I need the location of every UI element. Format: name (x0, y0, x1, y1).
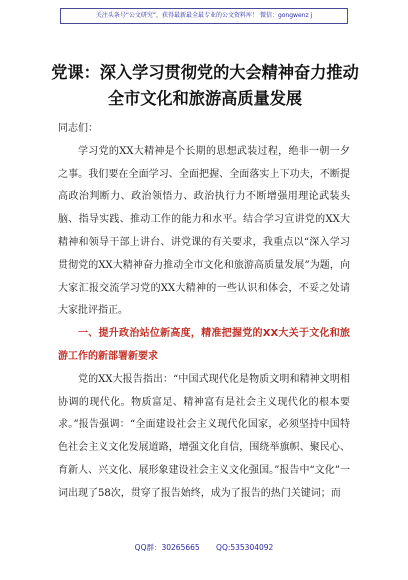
document-body (58, 118, 350, 506)
section-heading: 一、提升政治站位新高度，精准把握党的XX大关于文化和旅游工作的新部署新要求 (58, 328, 350, 362)
top-banner: 关注头条号“公文研究”，获得最新最全最专业的公文资料库！ 微信：gongwenz j (60, 8, 348, 24)
section-paragraph: 党的XX大报告指出：“中国式现代化是物质文明和精神文明相协调的现代化。物质富足、精神富有是社会主义现代化的根本要求。”报告强调：“全面建设社会主义现代化国家，必须坚持中国特色社会主义文化发展道路，增强文化自信，围绕举旗帜、聚民心、育新人、兴文化、展形象建设社会主义文化强国。”报告中“文化”一词出现了58次，贯穿了报告始终，成为了报告的热门关键词；而 (58, 373, 350, 499)
page-footer: QQ群：30265665 QQ:535304092 (134, 543, 274, 552)
body-paragraph: 学习党的XX大精神是个长期的思想武装过程，绝非一朝一夕之事。我们要在全面学习、全面把握、全面落实上下功夫，不断提高政治判断力、政治领悟力、政治执行力不断增强用理论武装头脑、指导实践、推动工作的能力和水平。结合学习宣讲党的XX大精神和领导干部上讲台、讲党课的有关要求，我重点以“深入学习贯彻党的XX大精神奋力推动全市文化和旅游高质量发展”为题，向大家汇报交流学习党的XX大精神的一些认识和体会，不妥之处请大家批评指正。 (58, 145, 350, 317)
document-title: 党课：深入学习贯彻党的大会精神奋力推动全市文化和旅游高质量发展 (51, 63, 359, 108)
salutation: 同志们： (58, 123, 98, 134)
